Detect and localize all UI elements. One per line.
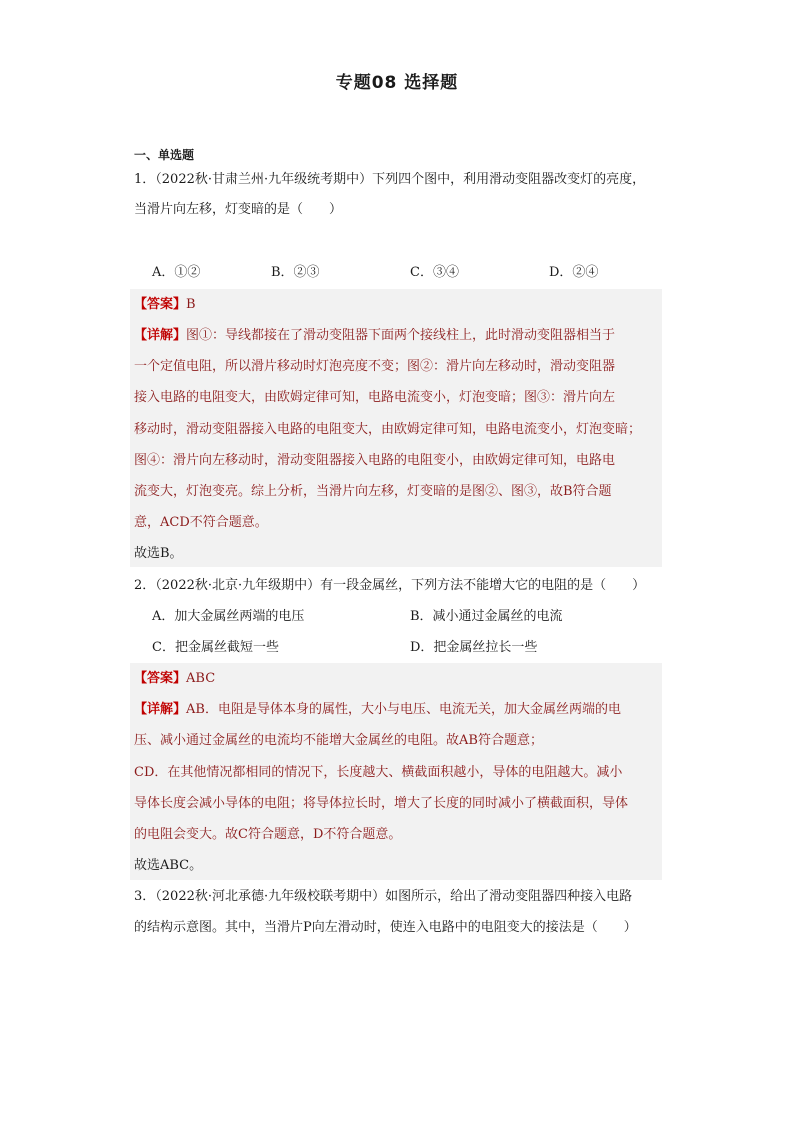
q1-stem-line2: 当滑片向左移，灯变暗的是（ ） — [134, 202, 343, 217]
q2-detail-line3: CD．在其他情况都相同的情况下，长度越大、横截面积越小，导体的电阻越大。减小 — [134, 765, 623, 780]
q2-stem: 2．（2022秋·北京·九年级期中）有一段金属丝，下列方法不能增大它的电阻的是（ ） — [134, 578, 646, 593]
q2-option-b: B．减小通过金属丝的电流 — [410, 609, 563, 624]
q1-detail-line6: 流变大，灯泡变亮。综上分析，当滑片向左移，灯变暗的是图②、图③，故B符合题 — [134, 484, 612, 499]
q3-stem-line2: 的结构示意图。其中，当滑片P向左滑动时，使连入电路中的电阻变大的接法是（ ） — [134, 920, 637, 935]
answer-value: B — [186, 297, 196, 312]
q1-detail-line3: 接入电路的电阻变大，由欧姆定律可知，电路电流变小，灯泡变暗；图③：滑片向左 — [134, 390, 616, 405]
q2-detail-line5: 的电阻会变大。故C符合题意，D不符合题意。 — [134, 827, 402, 842]
detail-tag: 【详解】 — [134, 702, 187, 717]
q2-option-d: D．把金属丝拉长一些 — [410, 640, 538, 655]
q1-detail-line1 — [134, 326, 615, 346]
q2-option-a: A．加大金属丝两端的电压 — [152, 609, 305, 624]
q2-conclusion: 故选ABC。 — [134, 858, 203, 873]
page-title: 专题08 选择题 — [335, 73, 459, 93]
q1-detail-line4: 移动时，滑动变阻器接入电路的电阻变大，由欧姆定律可知，电路电流变小，灯泡变暗； — [134, 422, 642, 437]
q2-detail-line1 — [134, 700, 621, 720]
q2-option-c: C．把金属丝截短一些 — [152, 640, 279, 655]
answer-tag: 【答案】 — [134, 297, 187, 312]
section-heading: 一、单选题 — [134, 148, 195, 162]
detail-tag: 【详解】 — [134, 328, 187, 343]
q1-detail-line7: 意，ACD不符合题意。 — [134, 515, 268, 530]
q1-option-a: A．①② — [152, 265, 201, 280]
detail-text: AB．电阻是导体本身的属性，大小与电压、电流无关，加大金属丝两端的电 — [186, 702, 621, 717]
q1-option-b: B．②③ — [271, 265, 320, 280]
q1-option-c: C．③④ — [410, 265, 459, 280]
q2-detail-line4: 导体长度会减小导体的电阻；将导体拉长时，增大了长度的同时减小了横截面积，导体 — [134, 796, 629, 811]
q2-detail-line2: 压、减小通过金属丝的电流均不能增大金属丝的电阻。故AB符合题意； — [134, 733, 543, 748]
q1-detail-line5: 图④：滑片向左移动时，滑动变阻器接入电路的电阻变小，由欧姆定律可知，电路电 — [134, 453, 616, 468]
q1-answer — [134, 295, 196, 315]
q1-detail-line2: 一个定值电阻，所以滑片移动时灯泡亮度不变；图②：滑片向左移动时，滑动变阻器 — [134, 359, 616, 374]
q2-answer — [134, 669, 215, 689]
q1-conclusion: 故选B。 — [134, 546, 183, 561]
q1-option-d: D．②④ — [549, 265, 599, 280]
answer-tag: 【答案】 — [134, 671, 187, 686]
q1-stem-line1: 1．（2022秋·甘肃兰州·九年级统考期中）下列四个图中，利用滑动变阻器改变灯的亮度， — [134, 172, 646, 187]
detail-text: 图①：导线都接在了滑动变阻器下面两个接线柱上，此时滑动变阻器相当于 — [186, 328, 616, 343]
answer-value: ABC — [186, 671, 216, 686]
q3-stem-line1: 3．（2022秋·河北承德·九年级校联考期中）如图所示，给出了滑动变阻器四种接入电路 — [134, 889, 633, 904]
